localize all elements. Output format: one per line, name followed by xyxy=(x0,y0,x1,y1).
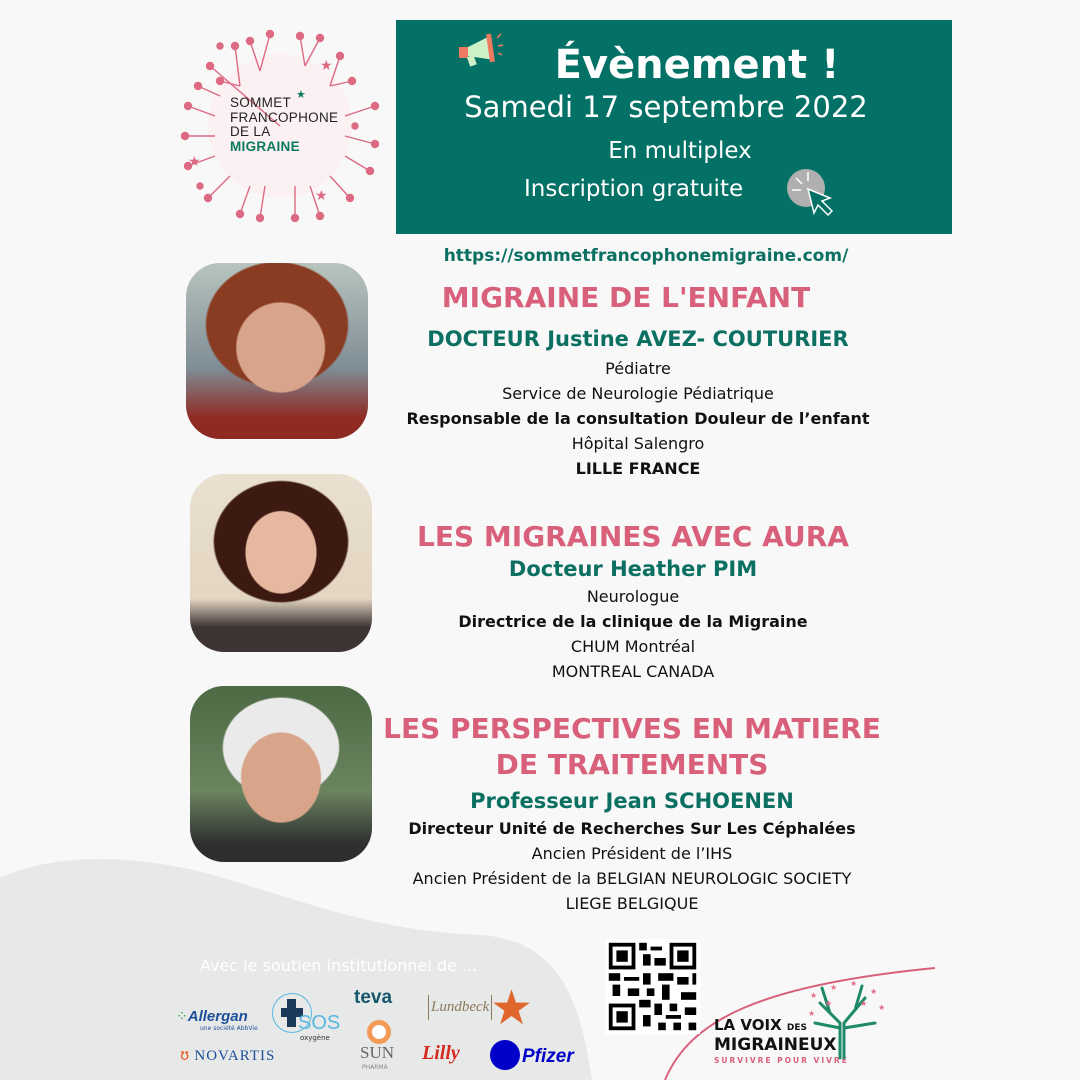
logo-text xyxy=(230,96,338,154)
speaker-photo-pim xyxy=(190,474,372,652)
click-cursor-icon[interactable] xyxy=(786,168,844,220)
talk-line: CHUM Montréal xyxy=(570,637,696,656)
svg-text:★: ★ xyxy=(825,999,833,1008)
talk-speaker: Professeur Jean SCHOENEN xyxy=(470,789,794,813)
talk-topic: MIGRAINE DE L'ENFANT xyxy=(441,281,811,314)
talk-line: Directrice de la clinique de la Migraine xyxy=(458,612,808,631)
talk-line: MONTREAL CANADA xyxy=(551,662,715,681)
event-mode: En multiplex xyxy=(608,138,752,164)
sponsor-lilly: Lilly xyxy=(422,1042,460,1064)
talk-1-details xyxy=(388,325,888,481)
logo-line-migraine: MIGRAINE xyxy=(230,138,300,154)
sponsor-allergan xyxy=(176,1006,258,1032)
talk-speaker: DOCTEUR Justine AVEZ- COUTURIER xyxy=(427,327,849,351)
partner-line2: MIGRAINEUX xyxy=(714,1035,837,1055)
tree-hands-icon xyxy=(800,978,890,1063)
svg-text:★: ★ xyxy=(296,88,306,101)
summit-logo xyxy=(180,26,380,226)
sponsor-sos-sub: oxygène xyxy=(300,1034,330,1042)
novartis-label: NOVARTIS xyxy=(194,1048,276,1064)
svg-text:★: ★ xyxy=(878,1003,886,1012)
sponsor-lundbeck: Lundbeck xyxy=(428,995,492,1020)
talk-line: Hôpital Salengro xyxy=(571,434,705,453)
sponsor-sun: SUN xyxy=(360,1043,395,1062)
event-banner xyxy=(396,20,952,234)
allergan-label: Allergan xyxy=(187,1008,248,1025)
sun-pharma-icon xyxy=(367,1020,391,1044)
website-link[interactable]: https://sommetfrancophonemigraine.com/ xyxy=(443,246,849,266)
event-date: Samedi 17 septembre 2022 xyxy=(464,90,868,124)
talk-line: LILLE FRANCE xyxy=(575,459,701,478)
sponsor-sos: SOS xyxy=(298,1012,341,1034)
svg-text:★: ★ xyxy=(188,154,201,170)
svg-text:★: ★ xyxy=(810,991,818,1000)
novartis-flame-icon: ʊ xyxy=(180,1046,190,1064)
qr-code[interactable] xyxy=(605,939,700,1034)
svg-text:★: ★ xyxy=(860,999,868,1008)
pfizer-icon xyxy=(490,1040,520,1070)
talk-line: Ancien Président de l’IHS xyxy=(531,844,733,863)
talk-3 xyxy=(382,711,882,916)
talk-line: Ancien Président de la BELGIAN NEUROLOGIC SOCIETY xyxy=(412,869,852,888)
talk-1 xyxy=(376,280,876,316)
sponsor-sun-sub: PHARMA xyxy=(362,1064,388,1071)
talk-line: Responsable de la consultation Douleur de l’enfant xyxy=(406,409,870,428)
partner-line1: LA VOIX xyxy=(714,1016,782,1034)
logo-line: FRANCOPHONE xyxy=(230,109,339,125)
svg-text:★: ★ xyxy=(320,58,333,74)
talk-line: Directeur Unité de Recherches Sur Les Céphalées xyxy=(408,819,856,838)
talk-topic: LES MIGRAINES AVEC AURA xyxy=(417,520,849,553)
talk-line: Pédiatre xyxy=(605,359,671,378)
talk-line: LIEGE BELGIQUE xyxy=(565,894,699,913)
speaker-photo-avez-couturier xyxy=(186,263,368,439)
astrazeneca-starfish-icon: ★ xyxy=(490,980,534,1036)
partner-line1-small: DES xyxy=(786,1023,807,1033)
svg-text:★: ★ xyxy=(808,1009,816,1018)
talk-line: Neurologue xyxy=(586,587,680,606)
svg-text:★: ★ xyxy=(870,987,878,996)
allergan-dots-icon: ⁘ xyxy=(176,1009,188,1025)
logo-line: SOMMET xyxy=(230,95,292,110)
talk-topic-line2: DE TRAITEMENTS xyxy=(495,748,769,781)
speaker-photo-schoenen xyxy=(190,686,372,862)
talk-topic-line1: LES PERSPECTIVES EN MATIERE xyxy=(383,712,881,745)
event-title: Évènement ! xyxy=(554,42,840,88)
sponsor-teva: teva xyxy=(354,987,393,1008)
talk-speaker: Docteur Heather PIM xyxy=(508,557,758,581)
registration-text: Inscription gratuite xyxy=(524,176,744,202)
svg-text:★: ★ xyxy=(830,983,838,992)
svg-text:★: ★ xyxy=(850,979,858,988)
sponsor-novartis xyxy=(180,1045,275,1065)
svg-text:★: ★ xyxy=(315,188,328,204)
partner-tagline: SURVIVRE POUR VIVRE xyxy=(714,1056,849,1065)
sponsor-pfizer: Pfizer xyxy=(522,1046,574,1067)
logo-line: DE LA xyxy=(230,124,271,139)
talk-2 xyxy=(383,519,883,684)
support-label: Avec le soutien institutionnel de ... xyxy=(200,956,478,975)
allergan-sublabel: une société AbbVie xyxy=(200,1025,258,1032)
talk-line: Service de Neurologie Pédiatrique xyxy=(502,384,774,403)
